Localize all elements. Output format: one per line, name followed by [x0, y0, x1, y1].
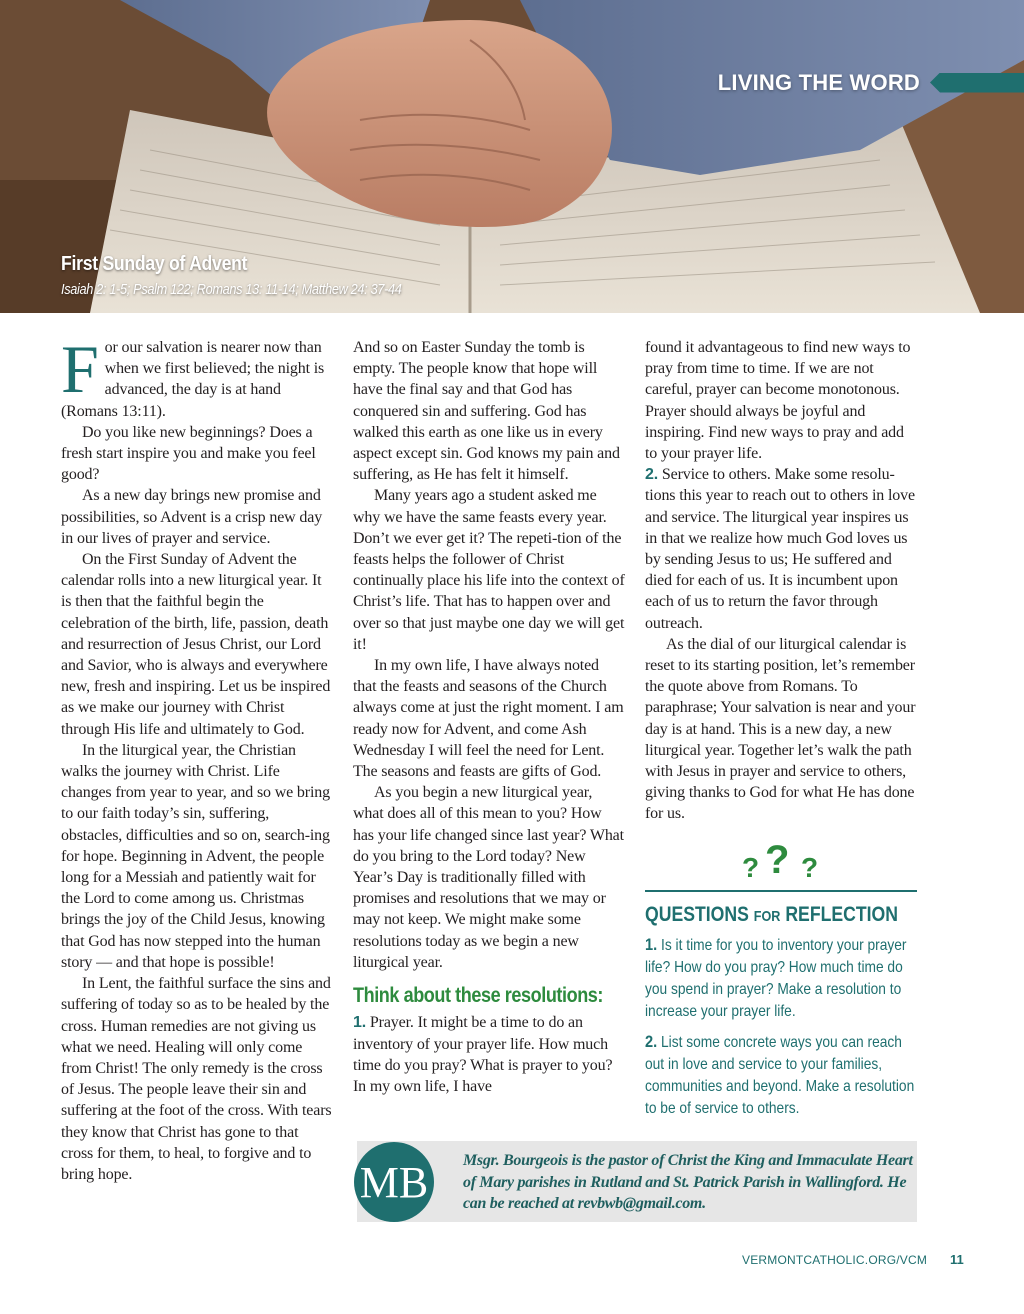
section-label: LIVING THE WORD: [717, 69, 920, 95]
paragraph: In my own life, I have always noted that the feasts and seasons of the Church always come at just the right moment. I am ready now for Advent, and come Ash Wednesday I will feel the need for Lent. The seasons and feasts are gifts of God.: [353, 657, 624, 781]
article-column-3: [645, 337, 917, 825]
paragraph: As you begin a new liturgical year, what does all of this mean to you? How has your life changed since last year? What do you bring to the Lord today? New Year’s Day is traditionally filled with promises and resolutions that we may or may not keep. We might make some resolutions today as we begin a new liturgical year.: [353, 784, 624, 971]
footer-website: VERMONTCATHOLIC.ORG/VCM: [742, 1253, 928, 1267]
paragraph: In Lent, the faithful surface the sins and suffering of today so as to be healed by the cross. Human remedies are not giving us what we need. Healing will only come from Christ! The only remedy is the cross of Jesus. The people leave their sin and suffering at the foot of the cross. With tears they know that Christ has gone to that cross for them, to heal, to forgive and to bring hope.: [61, 975, 332, 1183]
section-tag-bar: [930, 73, 1024, 93]
item-number: 1.: [353, 1014, 367, 1032]
svg-text:MB: MB: [359, 1158, 429, 1207]
drop-cap: F: [61, 331, 99, 407]
paragraph: found it advantageous to find new ways to pray from time to time. If we are not careful, prayer can become monotonous. Prayer should always be joyful and inspiring. Find new ways to pray and add to your prayer life.: [645, 339, 911, 463]
item-text: Service to others. Make some resolu-tions this year to reach out to others in love and service. The liturgical year inspires us in that we realize how much God loves us by sending Jesus to us; He suffered and died for each of us. It is incumbent upon each of us to return the favor through outreach.: [645, 466, 915, 632]
article-column-2: [353, 337, 625, 1097]
item-number: 2.: [645, 466, 659, 484]
author-monogram-logo: [352, 1140, 436, 1224]
opening-text: or our salvation is nearer now than when we first believed; the night is advanced, the day is at hand (Romans 13:11).: [61, 339, 325, 420]
item-text: Prayer. It might be a time to do an inventory of your prayer life. How much time do you pray? What is prayer to you? In my own life, I have: [353, 1014, 613, 1095]
section-tag: [718, 69, 1024, 96]
paragraph: As the dial of our liturgical calendar is reset to its starting position, let’s remember the quote above from Romans. To paraphrase; Your salvation is near and your day is at hand. This is a new day, a new liturgical year. Together let’s walk the path with Jesus in prayer and service to others, giving thanks to God for what He has done for us.: [645, 635, 916, 823]
paragraph: As a new day brings new promise and possibilities, so Advent is a crisp new day in our lives of prayer and service.: [61, 487, 323, 547]
paragraph: In the liturgical year, the Christian walks the journey with Christ. Life changes from year to year, and so we bring to our faith today’s sin, suffering, obstacles, difficulties and so on, search-ing for hope. Beginning in Advent, the people long for a Messiah and patiently wait for the Lord to come among us. Christmas brings the joy of the Child Jesus, knowing that God has now stepped into the human story — and that hope is possible!: [61, 741, 330, 971]
paragraph: [61, 331, 333, 422]
reflection-question-2: 2. List some concrete ways you can reach out in love and service to your families, communities and beyond. Make a resolution to be of service to others.: [645, 1032, 915, 1117]
paragraph: And so on Easter Sunday the tomb is empty. The people know that hope will have the final say and that God has conquered sin and suffering. God has walked this earth as one like us in every aspect except sin. God knows my pain and suffering, as He has felt it himself.: [353, 339, 620, 484]
paragraph: On the First Sunday of Advent the calendar rolls into a new liturgical year. It is then that the faithful begin the celebration of the birth, life, passion, death and resurrection of Jesus Christ, our Lord and Savior, who is always and everywhere new, fresh and inspiring. Let us be inspired as we make our journey with Christ through His life and ultimately to God.: [61, 551, 331, 738]
article-column-1: [61, 331, 333, 1185]
resolution-item-2: [645, 464, 917, 634]
author-bio: Msgr. Bourgeois is the pastor of Christ the King and Immaculate Heart of Mary parishes in Rutland and St. Patrick Parish in Wallingford. He can be reached at revbwb@gmail.com.: [463, 1152, 913, 1212]
hero-photo: [0, 0, 1024, 313]
reflection-heading: QUESTIONS FOR REFLECTION: [645, 903, 899, 926]
paragraph: Do you like new beginnings? Does a fresh start inspire you and make you feel good?: [61, 423, 316, 484]
resolution-item-1: [353, 1012, 625, 1097]
page-title: First Sunday of Advent: [61, 253, 248, 275]
paragraph: Many years ago a student asked me why we have the same feasts every year. Don’t we ever get it? The repeti-tion of the feasts helps the follower of Christ continually place his life into the context of Christ’s life. That has to happen over and over so that just maybe one day we will get it!: [353, 487, 625, 653]
page-number: 11: [950, 1252, 964, 1267]
reflection-questions: [645, 934, 925, 1128]
resolutions-heading: Think about these resolutions:: [353, 984, 604, 1008]
reflection-question-1: 1. Is it time for you to inventory your prayer life? How do you pray? How much time do you spend in prayer? Make a resolution to increase your prayer life.: [645, 935, 907, 1020]
question-marks-icon: ? ? ?: [645, 838, 917, 892]
scripture-readings: Isaiah 2: 1-5; Psalm 122; Romans 13: 11-14; Matthew 24: 37-44: [61, 281, 402, 298]
